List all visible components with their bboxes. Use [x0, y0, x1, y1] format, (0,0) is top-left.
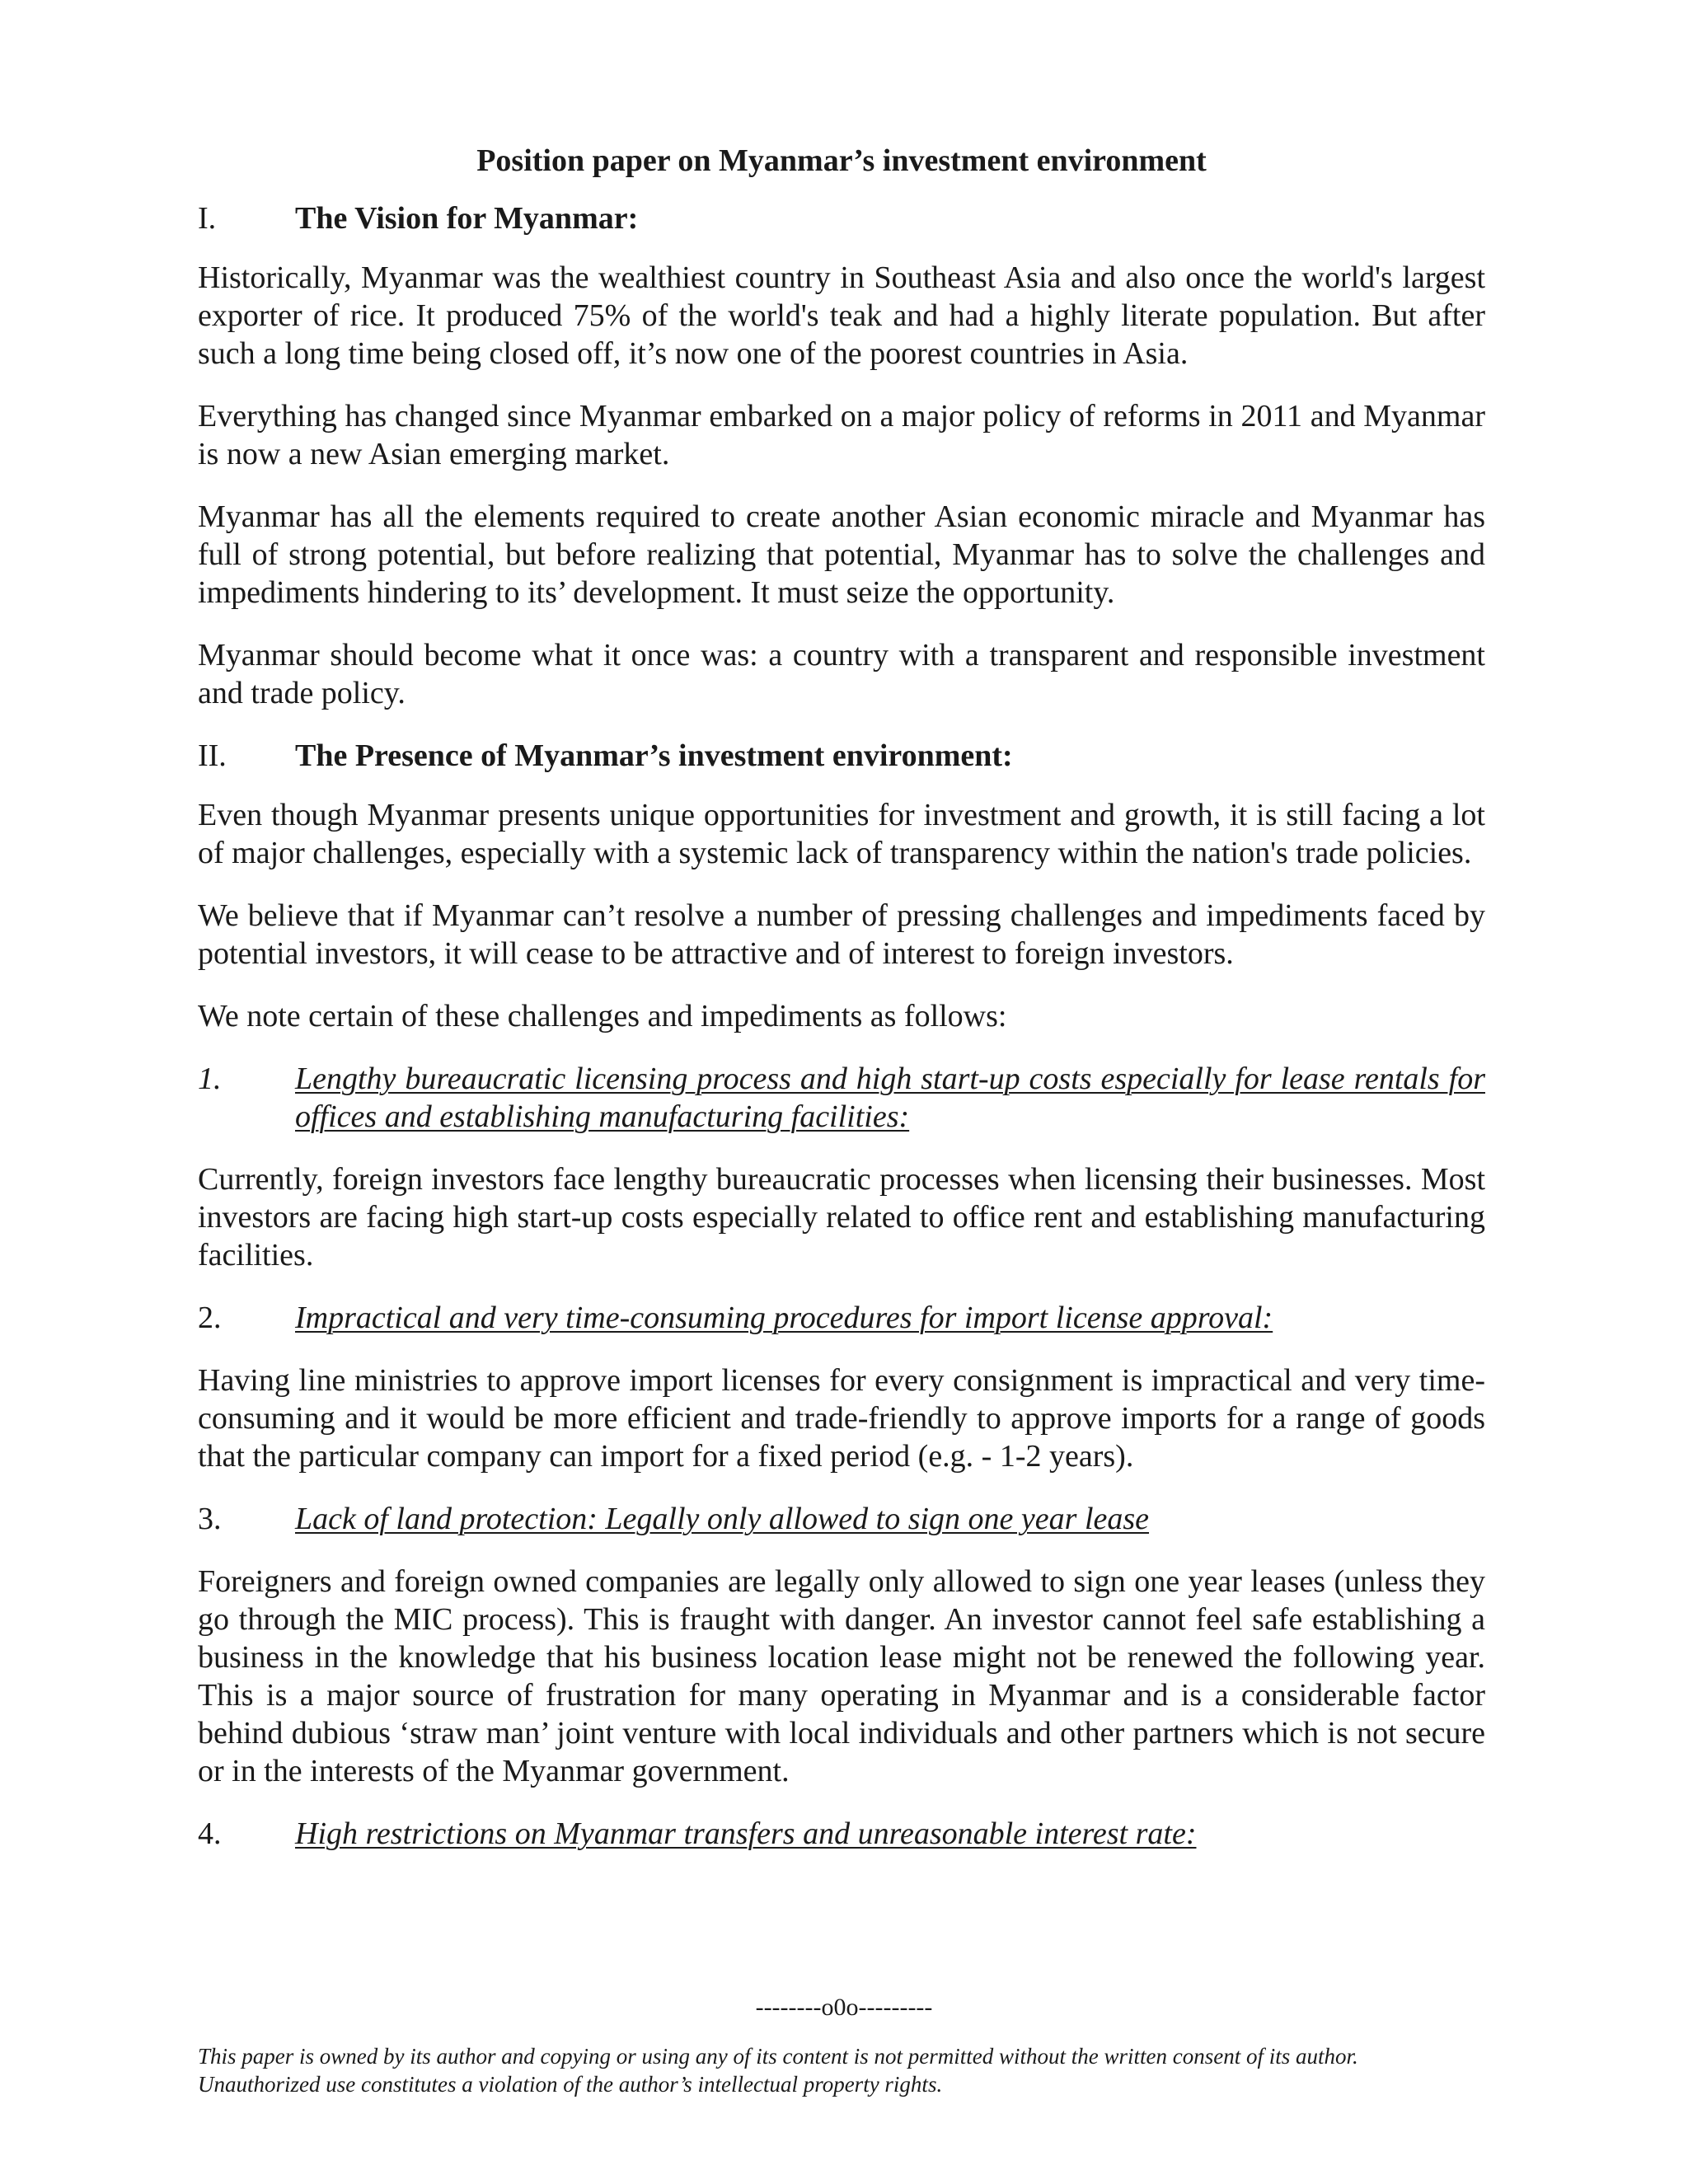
challenge-item-4-heading: [198, 1815, 1485, 1853]
section-number: I.: [198, 201, 217, 236]
item-number: 4.: [198, 1816, 222, 1851]
copyright-notice: This paper is owned by its author and copying or using any of its content is not permitted without the written consent of its author. Unauthorized use constitutes a violation of the author’s intellectual property rights.: [198, 2044, 1358, 2097]
item-title: Lengthy bureaucratic licensing process and high start-up costs especially for lease rentals for offices and establishing manufacturing facilities:: [295, 1062, 1485, 1134]
item-number: 2.: [198, 1301, 222, 1335]
paragraph: Everything has changed since Myanmar embarked on a major policy of reforms in 2011 and Myanmar is now a new Asian emerging market.: [198, 399, 1485, 471]
paragraph: We believe that if Myanmar can’t resolve a number of pressing challenges and impediments faced by potential investors, it will cease to be attractive and of interest to foreign investors.: [198, 898, 1485, 971]
challenge-item-1-heading: [198, 1060, 1485, 1136]
paragraph: Even though Myanmar presents unique opportunities for investment and growth, it is still facing a lot of major challenges, especially with a systemic lack of transparency within the nation's trade policies.: [198, 798, 1485, 870]
challenge-item-3-heading: [198, 1500, 1485, 1538]
section-title: The Presence of Myanmar’s investment environment:: [295, 738, 1013, 773]
section-heading-vision: [198, 199, 1485, 237]
document-body: [198, 142, 1485, 1877]
paragraph: Myanmar has all the elements required to create another Asian economic miracle and Myanmar has full of strong potential, but before realizing that potential, Myanmar has to solve the challenges and impediments hindering to its’ development. It must seize the opportunity.: [198, 499, 1485, 610]
item-number: 3.: [198, 1502, 222, 1536]
section-number: II.: [198, 738, 227, 773]
item-title: High restrictions on Myanmar transfers and unreasonable interest rate:: [295, 1816, 1197, 1851]
paragraph: Foreigners and foreign owned companies are legally only allowed to sign one year leases (unless they go through the MIC process). This is fraught with danger. An investor cannot feel safe establishing a business in the knowledge that his business location lease might not be renewed the following year. This is a major source of frustration for many operating in Myanmar and is a considerable factor behind dubious ‘straw man’ joint venture with local individuals and other partners which is not secure or in the interests of the Myanmar government.: [198, 1564, 1485, 1788]
paragraph: Currently, foreign investors face lengthy bureaucratic processes when licensing their businesses. Most investors are facing high start-up costs especially related to office rent and establishing manufacturing facilities.: [198, 1162, 1485, 1272]
item-number: 1.: [198, 1062, 222, 1096]
footer-separator: --------o0o---------: [755, 1994, 933, 2021]
section-heading-presence: [198, 737, 1485, 775]
paragraph: Historically, Myanmar was the wealthiest country in Southeast Asia and also once the world's largest exporter of rice. It produced 75% of the world's teak and had a highly literate population. But after such a long time being closed off, it’s now one of the poorest countries in Asia.: [198, 260, 1485, 371]
item-title: Lack of land protection: Legally only allowed to sign one year lease: [295, 1502, 1150, 1536]
paragraph: We note certain of these challenges and impediments as follows:: [198, 999, 1007, 1033]
section-title: The Vision for Myanmar:: [295, 201, 639, 236]
paragraph: Having line ministries to approve import licenses for every consignment is impractical and very time-consuming and it would be more efficient and trade-friendly to approve imports for a range of goods that the particular company can import for a fixed period (e.g. - 1-2 years).: [198, 1363, 1485, 1474]
document-title: Position paper on Myanmar’s investment environment: [476, 143, 1207, 178]
challenge-item-2-heading: [198, 1299, 1485, 1337]
item-title: Impractical and very time-consuming procedures for import license approval:: [295, 1301, 1273, 1335]
paragraph: Myanmar should become what it once was: a country with a transparent and responsible investment and trade policy.: [198, 638, 1485, 710]
